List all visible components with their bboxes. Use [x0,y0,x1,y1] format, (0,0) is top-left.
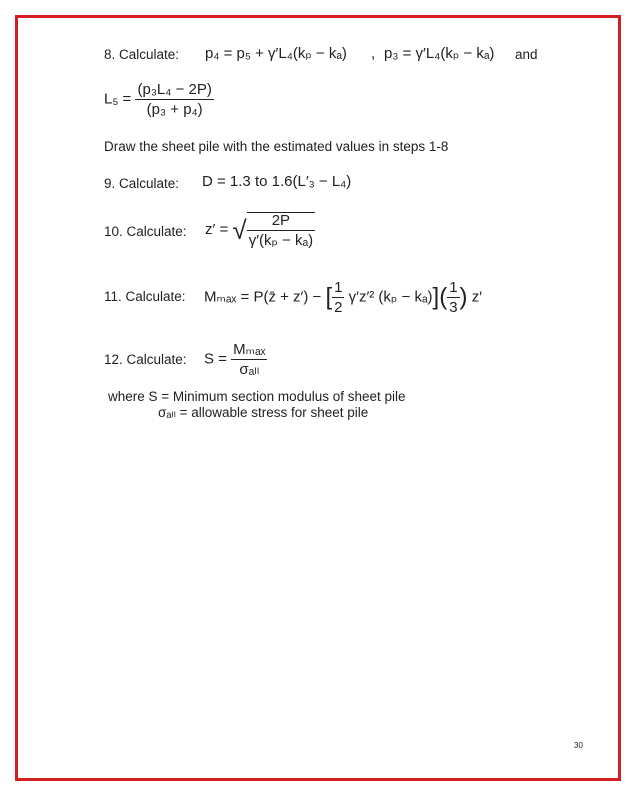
l5-fraction [135,82,213,117]
sqrt-body [247,212,315,248]
s-fraction [231,342,267,377]
z-numerator: 2P [247,213,315,231]
step-8-and: and [515,47,538,62]
step-8-l5-equation [104,82,214,117]
open-bracket: [ [325,283,333,311]
step-9-formula: D = 1.3 to 1.6(L′₃ − L₄) [202,173,352,190]
s-denominator: σₐₗₗ [239,361,260,378]
sqrt-symbol: √ [232,215,247,245]
s-lhs: S = [204,350,227,368]
step-10-equation [205,212,315,248]
step-8-formula-p4: p₄ = p₅ + γ′L₄(kₚ − kₐ) [205,45,347,62]
half-denominator: 2 [334,299,343,316]
third-fraction [447,280,459,315]
mmax-tail: z′ [471,288,483,306]
step-8-separator: , [371,45,376,62]
z-lhs: z′ = [205,220,229,238]
step-11-equation [204,280,482,315]
step-8-formula-p3: p₃ = γ′L₄(kₚ − kₐ) [384,45,495,62]
l5-numerator: (p₃L₄ − 2P) [137,81,212,98]
half-fraction [332,280,344,315]
close-bracket: ] [432,283,440,311]
page-number: 30 [574,741,583,750]
z-denominator: γ′(kₚ − kₐ) [248,232,314,249]
half-numerator: 1 [334,279,343,296]
l5-lhs: L₅ = [104,90,132,108]
third-numerator: 1 [449,279,458,296]
third-denominator: 3 [449,299,458,316]
draw-note: Draw the sheet pile with the estimated values in steps 1-8 [104,139,449,154]
step-8-label: 8. Calculate: [104,47,180,62]
open-paren: ( [439,283,448,311]
mmax-lhs: Mₘₐₓ = P(z̄ + z′) − [204,288,322,306]
s-numerator: Mₘₐₓ [233,341,266,358]
step-12-label: 12. Calculate: [104,352,187,367]
close-paren: ) [459,283,468,311]
where-line-2: σₐₗₗ = allowable stress for sheet pile [158,405,369,420]
l5-denominator: (p₃ + p₄) [146,101,203,118]
mmax-middle: γ′z′² (kₚ − kₐ) [348,288,433,306]
step-12-equation [204,342,267,377]
where-line-1: where S = Minimum section modulus of sheet pile [108,389,406,404]
step-9-label: 9. Calculate: [104,176,180,191]
z-fraction [247,213,315,248]
step-11-label: 11. Calculate: [104,289,186,304]
step-10-label: 10. Calculate: [104,224,187,239]
